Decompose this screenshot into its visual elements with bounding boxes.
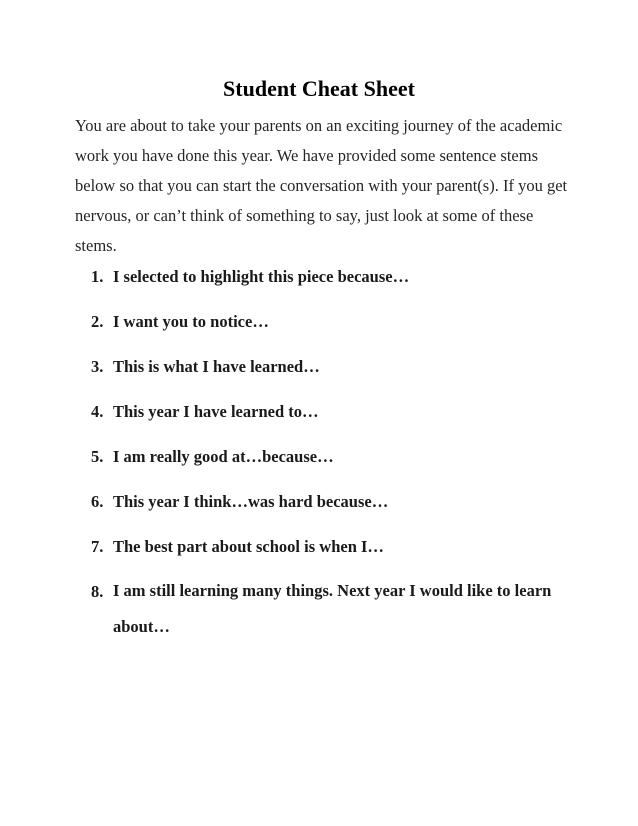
- page-title: Student Cheat Sheet: [223, 76, 415, 101]
- list-item-text: I want you to notice…: [113, 312, 269, 331]
- list-item: [91, 303, 581, 340]
- list-item-text: This year I have learned to…: [113, 402, 319, 421]
- list-item: [91, 258, 581, 295]
- list-item-number: 5.: [91, 447, 104, 466]
- list-item-number: 6.: [91, 492, 104, 511]
- list-item: [91, 528, 581, 565]
- list-item-text: I am still learning many things. Next year I would like to learn about…: [113, 581, 552, 636]
- list-item: [91, 438, 581, 475]
- list-item-text: I selected to highlight this piece because…: [113, 267, 410, 286]
- list-item-number: 3.: [91, 357, 104, 376]
- list-item: [91, 483, 581, 520]
- list-item: [91, 573, 581, 645]
- list-item-number: 4.: [91, 402, 104, 421]
- list-item-text: The best part about school is when I…: [113, 537, 384, 556]
- list-item-number: 1.: [91, 267, 104, 286]
- list-item-number: 7.: [91, 537, 104, 556]
- list-item-text: This is what I have learned…: [113, 357, 320, 376]
- list-item-text: I am really good at…because…: [113, 447, 334, 466]
- list-item-number: 8.: [91, 582, 104, 601]
- list-item-number: 2.: [91, 312, 104, 331]
- intro-paragraph: You are about to take your parents on an exciting journey of the academic work you have done this year. We have provided some sentence stems below so that you can start the conversation with your parent(s). If you get nervous, or can’t think of something to say, just look at some of these stems.: [75, 116, 568, 255]
- list-item: [91, 393, 581, 430]
- sentence-stems-list: [91, 258, 581, 645]
- list-item: [91, 348, 581, 385]
- list-item-text: This year I think…was hard because…: [113, 492, 389, 511]
